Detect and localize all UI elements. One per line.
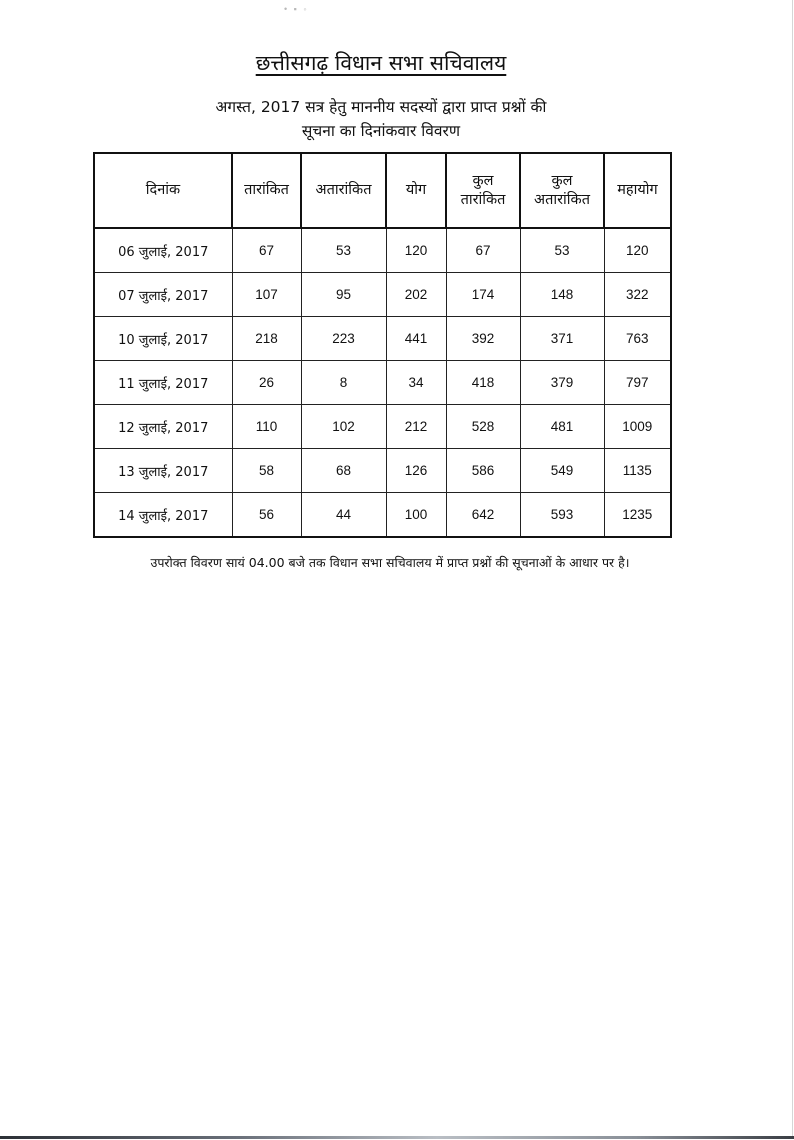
cell-total-starred: 528 [446, 405, 520, 449]
page-bottom-edge [0, 1136, 794, 1139]
cell-unstarred: 8 [301, 361, 386, 405]
cell-date: 11 जुलाई, 2017 [94, 361, 232, 405]
cell-unstarred: 102 [301, 405, 386, 449]
cell-sum: 100 [386, 493, 446, 538]
cell-total-unstarred: 53 [520, 228, 604, 273]
cell-total-starred: 392 [446, 317, 520, 361]
cell-starred: 67 [232, 228, 301, 273]
cell-starred: 56 [232, 493, 301, 538]
table-row [94, 228, 671, 273]
cell-date: 06 जुलाई, 2017 [94, 228, 232, 273]
table-row [94, 317, 671, 361]
header-unstarred-label: अतारांकित [315, 182, 372, 198]
cell-date: 12 जुलाई, 2017 [94, 405, 232, 449]
cell-grand-total: 120 [604, 228, 671, 273]
header-total-starred-line2: तारांकित [460, 191, 506, 208]
cell-sum: 34 [386, 361, 446, 405]
header-grand-total-label: महायोग [617, 182, 658, 198]
cell-sum: 126 [386, 449, 446, 493]
cell-total-unstarred: 549 [520, 449, 604, 493]
header-unstarred [301, 153, 386, 228]
cell-total-starred: 418 [446, 361, 520, 405]
cell-unstarred: 53 [301, 228, 386, 273]
header-total-starred-line1: कुल [472, 172, 494, 189]
subtitle-line-2: सूचना का दिनांकवार विवरण [301, 122, 461, 140]
cell-grand-total: 797 [604, 361, 671, 405]
header-date-label: दिनांक [145, 182, 181, 198]
cell-date: 13 जुलाई, 2017 [94, 449, 232, 493]
document-title: छत्तीसगढ़ विधान सभा सचिवालय [255, 51, 507, 75]
cell-total-starred: 642 [446, 493, 520, 538]
page-right-edge [792, 0, 793, 1138]
cell-total-starred: 67 [446, 228, 520, 273]
cell-date: 07 जुलाई, 2017 [94, 273, 232, 317]
cell-date: 14 जुलाई, 2017 [94, 493, 232, 538]
cell-grand-total: 1009 [604, 405, 671, 449]
cell-grand-total: 1135 [604, 449, 671, 493]
table-row [94, 405, 671, 449]
document-subtitle [0, 95, 762, 143]
cell-unstarred: 68 [301, 449, 386, 493]
cell-total-starred: 174 [446, 273, 520, 317]
cell-grand-total: 763 [604, 317, 671, 361]
subtitle-line-1: अगस्त, 2017 सत्र हेतु माननीय सदस्यों द्वारा प्राप्त प्रश्नों की [215, 98, 547, 116]
header-sum-label: योग [405, 182, 427, 198]
cell-grand-total: 1235 [604, 493, 671, 538]
header-total-unstarred-line1: कुल [551, 172, 573, 189]
table-row [94, 493, 671, 538]
cell-total-unstarred: 371 [520, 317, 604, 361]
table-row [94, 273, 671, 317]
cell-total-unstarred: 481 [520, 405, 604, 449]
cell-grand-total: 322 [604, 273, 671, 317]
header-total-starred [446, 153, 520, 228]
questions-table [93, 152, 672, 538]
scan-artifact: • ▪ ◦ [284, 4, 309, 14]
header-starred [232, 153, 301, 228]
table-row [94, 361, 671, 405]
cell-starred: 218 [232, 317, 301, 361]
header-starred-label: तारांकित [244, 182, 289, 198]
cell-unstarred: 95 [301, 273, 386, 317]
cell-total-unstarred: 593 [520, 493, 604, 538]
footnote: उपरोक्त विवरण सायं 04.00 बजे तक विधान सभा सचिवालय में प्राप्त प्रश्नों की सूचनाओं के आधार पर है। [150, 555, 630, 570]
cell-sum: 212 [386, 405, 446, 449]
cell-starred: 107 [232, 273, 301, 317]
cell-date: 10 जुलाई, 2017 [94, 317, 232, 361]
cell-total-unstarred: 148 [520, 273, 604, 317]
cell-starred: 58 [232, 449, 301, 493]
header-total-unstarred [520, 153, 604, 228]
header-grand-total [604, 153, 671, 228]
cell-unstarred: 44 [301, 493, 386, 538]
table-row [94, 449, 671, 493]
cell-total-unstarred: 379 [520, 361, 604, 405]
cell-sum: 120 [386, 228, 446, 273]
header-date [94, 153, 232, 228]
cell-starred: 110 [232, 405, 301, 449]
cell-sum: 441 [386, 317, 446, 361]
table-header-row [94, 153, 671, 228]
header-total-unstarred-line2: अतारांकित [534, 191, 590, 208]
cell-total-starred: 586 [446, 449, 520, 493]
header-sum [386, 153, 446, 228]
cell-starred: 26 [232, 361, 301, 405]
cell-sum: 202 [386, 273, 446, 317]
cell-unstarred: 223 [301, 317, 386, 361]
